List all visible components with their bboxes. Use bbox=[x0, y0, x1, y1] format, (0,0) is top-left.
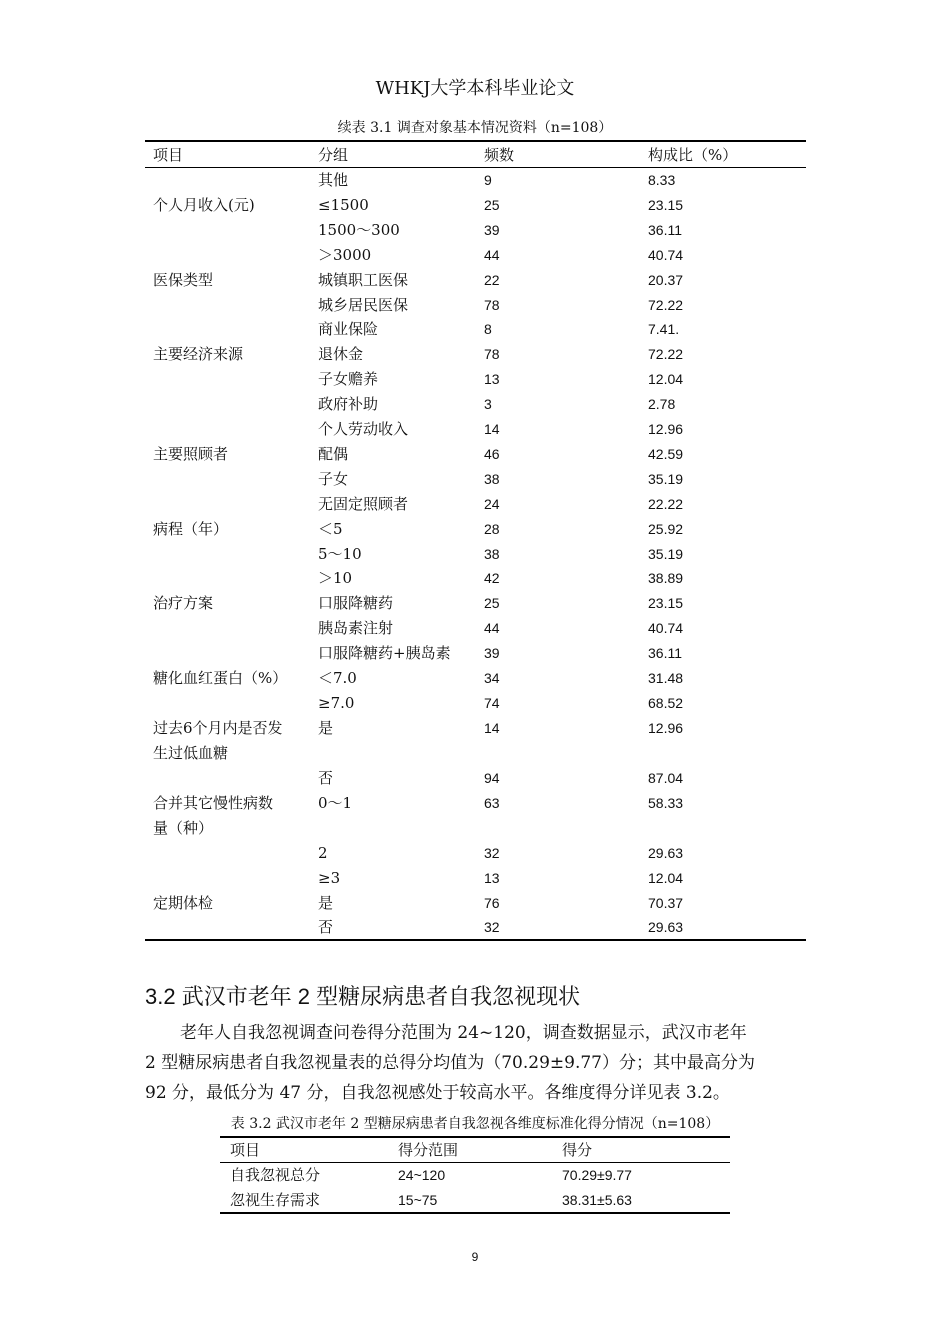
row-percent: 23.15 bbox=[648, 196, 684, 213]
row-percent: 12.04 bbox=[648, 371, 684, 388]
row-item-label: 主要经济来源 bbox=[153, 345, 244, 364]
row-frequency: 42 bbox=[484, 570, 500, 587]
row-frequency: 39 bbox=[484, 221, 500, 238]
row-frequency: 74 bbox=[484, 694, 500, 711]
row-percent: 23.15 bbox=[648, 595, 684, 612]
t2-col-header-item: 项目 bbox=[230, 1141, 261, 1159]
row-item-label: 主要照顾者 bbox=[153, 444, 229, 463]
row-frequency: 39 bbox=[484, 645, 500, 662]
row-frequency: 78 bbox=[484, 346, 500, 363]
row-percent: 22.22 bbox=[648, 495, 684, 512]
row-group-label: 子女赡养 bbox=[318, 370, 379, 389]
col-header-item: 项目 bbox=[153, 146, 184, 164]
t2-row-1-item: 自我忽视总分 bbox=[230, 1166, 321, 1184]
row-group-label: 2 bbox=[318, 843, 328, 862]
row-frequency: 8 bbox=[484, 321, 492, 338]
row-frequency: 22 bbox=[484, 271, 500, 288]
section-heading: 3.2 武汉市老年 2 型糖尿病患者自我忽视现状 bbox=[145, 984, 581, 1009]
row-frequency: 25 bbox=[484, 595, 500, 612]
row-group-label: 无固定照顾者 bbox=[318, 494, 409, 513]
row-group-label: ＜5 bbox=[318, 519, 343, 538]
row-percent: 40.74 bbox=[648, 246, 684, 263]
row-group-label: 配偶 bbox=[318, 444, 349, 463]
row-frequency: 78 bbox=[484, 296, 500, 313]
table-bottom-rule bbox=[145, 939, 806, 941]
row-percent: 68.52 bbox=[648, 694, 684, 711]
t2-row-1-score: 70.29±9.77 bbox=[562, 1167, 632, 1183]
col-header-frequency: 频数 bbox=[484, 146, 515, 164]
row-group-label: ＞10 bbox=[318, 569, 353, 588]
row-frequency: 38 bbox=[484, 470, 500, 487]
row-percent: 8.33 bbox=[648, 172, 676, 188]
row-percent: 31.48 bbox=[648, 670, 684, 686]
row-frequency: 28 bbox=[484, 520, 500, 537]
row-percent: 38.89 bbox=[648, 570, 684, 587]
row-frequency: 76 bbox=[484, 894, 500, 911]
row-percent: 72.22 bbox=[648, 296, 684, 313]
row-frequency: 44 bbox=[484, 620, 500, 637]
row-percent: 12.04 bbox=[648, 869, 684, 886]
running-header: WHKJ大学本科毕业论文 bbox=[375, 78, 575, 99]
row-frequency: 13 bbox=[484, 371, 500, 388]
row-group-label: 个人劳动收入 bbox=[318, 420, 409, 438]
table2-top-rule bbox=[220, 1136, 730, 1138]
row-group-label: ≥7.0 bbox=[318, 693, 355, 712]
row-frequency: 63 bbox=[484, 794, 500, 811]
row-group-label: ≤1500 bbox=[318, 195, 369, 214]
row-group-label: 0～1 bbox=[318, 793, 353, 812]
row-percent: 58.33 bbox=[648, 794, 684, 811]
row-item-label: 过去6个月内是否发 bbox=[153, 718, 283, 737]
row-frequency: 24 bbox=[484, 495, 500, 512]
row-frequency: 3 bbox=[484, 396, 492, 413]
row-group-label: 政府补助 bbox=[318, 395, 379, 414]
row-percent: 20.37 bbox=[648, 271, 684, 288]
table2-bottom-rule bbox=[220, 1212, 730, 1214]
paragraph-line-1: 老年人自我忽视调查问卷得分范围为 24~120，调查数据显示，武汉市老年 bbox=[180, 1023, 747, 1043]
row-frequency: 14 bbox=[484, 719, 500, 736]
row-group-label: ≥3 bbox=[318, 868, 341, 887]
row-frequency: 13 bbox=[484, 869, 500, 886]
row-frequency: 44 bbox=[484, 246, 500, 263]
row-percent: 29.63 bbox=[648, 919, 684, 936]
row-group-label: 口服降糖药 bbox=[318, 594, 394, 613]
t2-row-2-item: 忽视生存需求 bbox=[230, 1191, 321, 1209]
row-group-label: 是 bbox=[318, 718, 334, 737]
paragraph-line-2: 2 型糖尿病患者自我忽视量表的总得分均值为（70.29±9.77）分；其中最高分为 bbox=[145, 1053, 755, 1073]
row-percent: 40.74 bbox=[648, 620, 684, 637]
table-3-2-caption: 表 3.2 武汉市老年 2 型糖尿病患者自我忽视各维度标准化得分情况（n=108） bbox=[230, 1116, 720, 1132]
row-percent: 2.78 bbox=[648, 396, 676, 413]
row-item-label: 个人月收入(元) bbox=[153, 195, 255, 214]
row-frequency: 32 bbox=[484, 919, 500, 936]
row-frequency: 38 bbox=[484, 545, 500, 562]
row-group-label: 1500～300 bbox=[318, 220, 400, 239]
row-group-label: 子女 bbox=[318, 469, 349, 488]
row-group-label: ＜7.0 bbox=[318, 669, 357, 687]
row-percent: 70.37 bbox=[648, 894, 684, 911]
t2-col-header-range: 得分范围 bbox=[398, 1141, 459, 1159]
t2-row-2-range: 15~75 bbox=[398, 1192, 438, 1208]
row-percent: 36.11 bbox=[648, 221, 682, 238]
row-percent: 35.19 bbox=[648, 470, 684, 487]
row-group-label: 否 bbox=[318, 768, 334, 787]
row-frequency: 25 bbox=[484, 196, 500, 213]
row-percent: 36.11 bbox=[648, 645, 682, 662]
row-item-label: 医保类型 bbox=[153, 270, 214, 289]
row-item-label: 治疗方案 bbox=[153, 594, 214, 613]
row-group-label: 城乡居民医保 bbox=[318, 295, 409, 314]
t2-col-header-score: 得分 bbox=[562, 1141, 593, 1159]
row-group-label: 退休金 bbox=[318, 345, 364, 364]
row-group-label: 其他 bbox=[318, 171, 349, 189]
t2-row-1-range: 24~120 bbox=[398, 1167, 446, 1183]
row-frequency: 32 bbox=[484, 844, 500, 861]
row-frequency: 46 bbox=[484, 445, 500, 462]
row-frequency: 34 bbox=[484, 670, 500, 686]
row-percent: 42.59 bbox=[648, 445, 684, 462]
row-frequency: 94 bbox=[484, 769, 500, 786]
row-frequency: 9 bbox=[484, 172, 492, 188]
row-percent: 12.96 bbox=[648, 719, 684, 736]
row-group-label: 胰岛素注射 bbox=[318, 619, 394, 638]
row-percent: 25.92 bbox=[648, 520, 684, 537]
row-group-label: 5～10 bbox=[318, 544, 362, 563]
row-group-label: 口服降糖药+胰岛素 bbox=[318, 644, 451, 663]
row-percent: 7.41. bbox=[648, 321, 680, 338]
row-percent: 29.63 bbox=[648, 844, 684, 861]
table-header-rule bbox=[145, 167, 806, 168]
row-item-label: 合并其它慢性病数 bbox=[153, 793, 274, 812]
table-3-1-caption: 续表 3.1 调查对象基本情况资料（n=108） bbox=[337, 120, 613, 136]
row-percent: 87.04 bbox=[648, 769, 684, 786]
row-item-label-continued: 量（种） bbox=[153, 818, 214, 837]
t2-row-2-score: 38.31±5.63 bbox=[562, 1192, 632, 1208]
paragraph-line-3: 92 分，最低分为 47 分，自我忽视感处于较高水平。各维度得分详见表 3.2。 bbox=[145, 1083, 730, 1103]
page-number: 9 bbox=[471, 1250, 479, 1264]
row-group-label: 城镇职工医保 bbox=[318, 270, 409, 289]
row-item-label: 病程（年） bbox=[153, 519, 229, 538]
row-item-label-continued: 生过低血糖 bbox=[153, 743, 229, 762]
row-percent: 35.19 bbox=[648, 545, 684, 562]
row-group-label: ＞3000 bbox=[318, 245, 372, 264]
row-frequency: 14 bbox=[484, 421, 500, 437]
row-percent: 72.22 bbox=[648, 346, 684, 363]
table2-header-rule bbox=[220, 1162, 730, 1163]
row-group-label: 是 bbox=[318, 893, 334, 912]
col-header-percent: 构成比（%） bbox=[648, 146, 738, 164]
row-group-label: 否 bbox=[318, 918, 334, 937]
row-group-label: 商业保险 bbox=[318, 320, 379, 339]
col-header-group: 分组 bbox=[318, 146, 349, 164]
row-item-label: 糖化血红蛋白（%） bbox=[153, 669, 288, 687]
table-top-rule bbox=[145, 140, 806, 142]
row-item-label: 定期体检 bbox=[153, 893, 214, 912]
row-percent: 12.96 bbox=[648, 421, 684, 437]
